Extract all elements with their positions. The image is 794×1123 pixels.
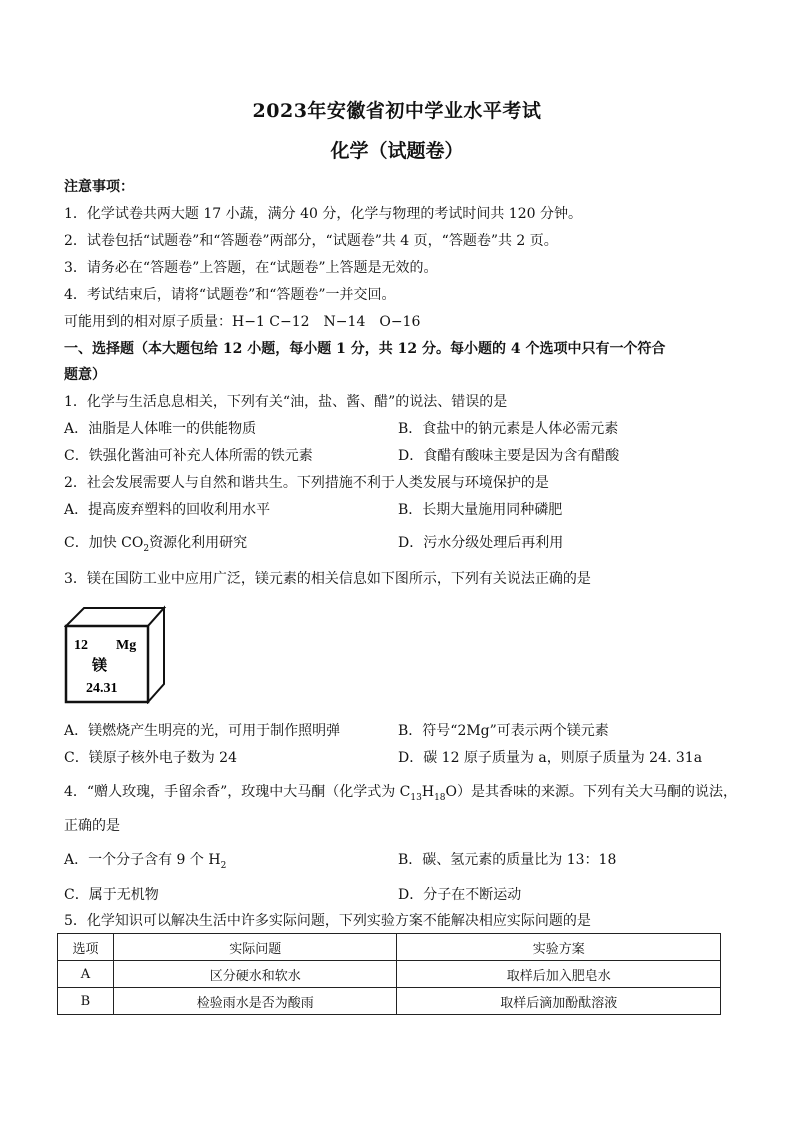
table-header-row <box>58 934 721 961</box>
q4-stem <box>64 781 737 803</box>
table-cell: B <box>58 988 114 1015</box>
element-symbol: Mg <box>116 638 137 653</box>
q1-option-a: A．油脂是人体唯一的供能物质 <box>64 421 257 437</box>
notice-heading: 注意事项： <box>64 179 134 195</box>
q2-option-c <box>64 532 247 554</box>
q1-stem: 1．化学与生活息息相关，下列有关“油，盐、酱、醋”的说法、错误的是 <box>64 394 508 410</box>
q2-option-a: A．提高废弃塑料的回收利用水平 <box>64 502 271 518</box>
q4-stem-line2: 正确的是 <box>64 818 120 834</box>
q4-sub-hydrogen: 18 <box>434 792 446 803</box>
notice-item-1: 1．化学试卷共两大题 17 小蔬，满分 40 分，化学与物理的考试时间共 120 分钟。 <box>64 206 582 222</box>
table-cell: 取样后加入肥皂水 <box>397 961 721 988</box>
q4-stem-pre: 4．“赠人玫瑰，手留余香”，玫瑰中大马酮（化学式为 C <box>64 784 411 800</box>
q2-option-b: B．长期大量施用同种磷肥 <box>398 502 563 518</box>
q4-sub-carbon: 13 <box>410 792 422 803</box>
magnesium-element-cube <box>64 604 168 704</box>
exam-title: 2023年安徽省初中学业水平考试 <box>252 100 542 122</box>
q4-stem-mid: H <box>421 784 435 800</box>
cube-side-face <box>148 608 164 702</box>
table-cell: 检验雨水是否为酸雨 <box>113 988 397 1015</box>
q5-stem: 5．化学知识可以解决生活中许多实际问题，下列实验方案不能解决相应实际问题的是 <box>64 913 591 929</box>
notice-item-2: 2．试卷包括“试题卷”和“答题卷”两部分，“试题卷”共 4 页，“答题卷”共 2 页。 <box>64 233 558 249</box>
element-atomic-number: 12 <box>74 638 88 653</box>
q3-stem: 3．镁在国防工业中应用广泛，镁元素的相关信息如下图所示，下列有关说法正确的是 <box>64 571 591 587</box>
q3-option-a: A．镁燃烧产生明亮的光，可用于制作照明弹 <box>64 723 341 739</box>
atomic-masses: 可能用到的相对原子质量：H−1 C−12 N−14 O−16 <box>64 314 421 330</box>
q1-option-c: C．铁强化酱油可补充人体所需的铁元素 <box>64 448 313 464</box>
section-heading-line1: 一、选择题（本大题包给 12 小题，每小题 1 分，共 12 分。每小题的 4 个选项中只有一个符合 <box>64 341 666 357</box>
q4-option-d: D．分子在不断运动 <box>398 887 522 903</box>
q1-option-d: D．食醋有酸味主要是因为含有醋酸 <box>398 448 620 464</box>
notice-item-3: 3．请务必在“答题卷”上答题，在“试题卷”上答题是无效的。 <box>64 260 438 276</box>
notice-item-4: 4．考试结束后，请将“试题卷”和“答题卷”一并交回。 <box>64 287 396 303</box>
q2-option-c-post: 资源化利用研究 <box>149 535 248 551</box>
q3-option-d: D．碳 12 原子质量为 a，则原子质量为 24. 31a <box>398 750 703 766</box>
q2-option-d: D．污水分级处理后再利用 <box>398 535 564 551</box>
q2-stem: 2．社会发展需要人与自然和谐共生。下列措施不利于人类发展与环境保护的是 <box>64 475 549 491</box>
q4-option-a-sub: 2 <box>220 860 227 871</box>
q4-option-a <box>64 849 226 871</box>
q2-option-c-pre: C．加快 CO <box>64 535 144 551</box>
q4-option-c: C．属于无机物 <box>64 887 159 903</box>
q2-option-c-sub: 2 <box>143 543 150 554</box>
section-heading-line2: 题意） <box>64 367 106 383</box>
table-header-plan: 实验方案 <box>397 934 721 961</box>
q3-option-b: B．符号“2Mg”可表示两个镁元素 <box>398 723 609 739</box>
exam-subtitle: 化学（试题卷） <box>330 140 464 162</box>
table-header-problem: 实际问题 <box>113 934 397 961</box>
q1-option-b: B．食盐中的钠元素是人体必需元素 <box>398 421 619 437</box>
table-cell: 区分硬水和软水 <box>113 961 397 988</box>
table-row <box>58 988 721 1015</box>
element-name: 镁 <box>92 656 108 674</box>
q4-option-b: B．碳、氢元素的质量比为 13：18 <box>398 852 617 868</box>
element-atomic-mass: 24.31 <box>86 681 118 696</box>
q3-option-c: C．镁原子核外电子数为 24 <box>64 750 237 766</box>
table-cell: A <box>58 961 114 988</box>
q5-table <box>57 933 721 1015</box>
q4-option-a-pre: A．一个分子含有 9 个 H <box>64 852 221 868</box>
q4-stem-post: O）是其香味的来源。下列有关大马酮的说法， <box>445 784 737 800</box>
table-header-option: 选项 <box>58 934 114 961</box>
table-cell: 取样后滴加酚酞溶液 <box>397 988 721 1015</box>
table-row <box>58 961 721 988</box>
